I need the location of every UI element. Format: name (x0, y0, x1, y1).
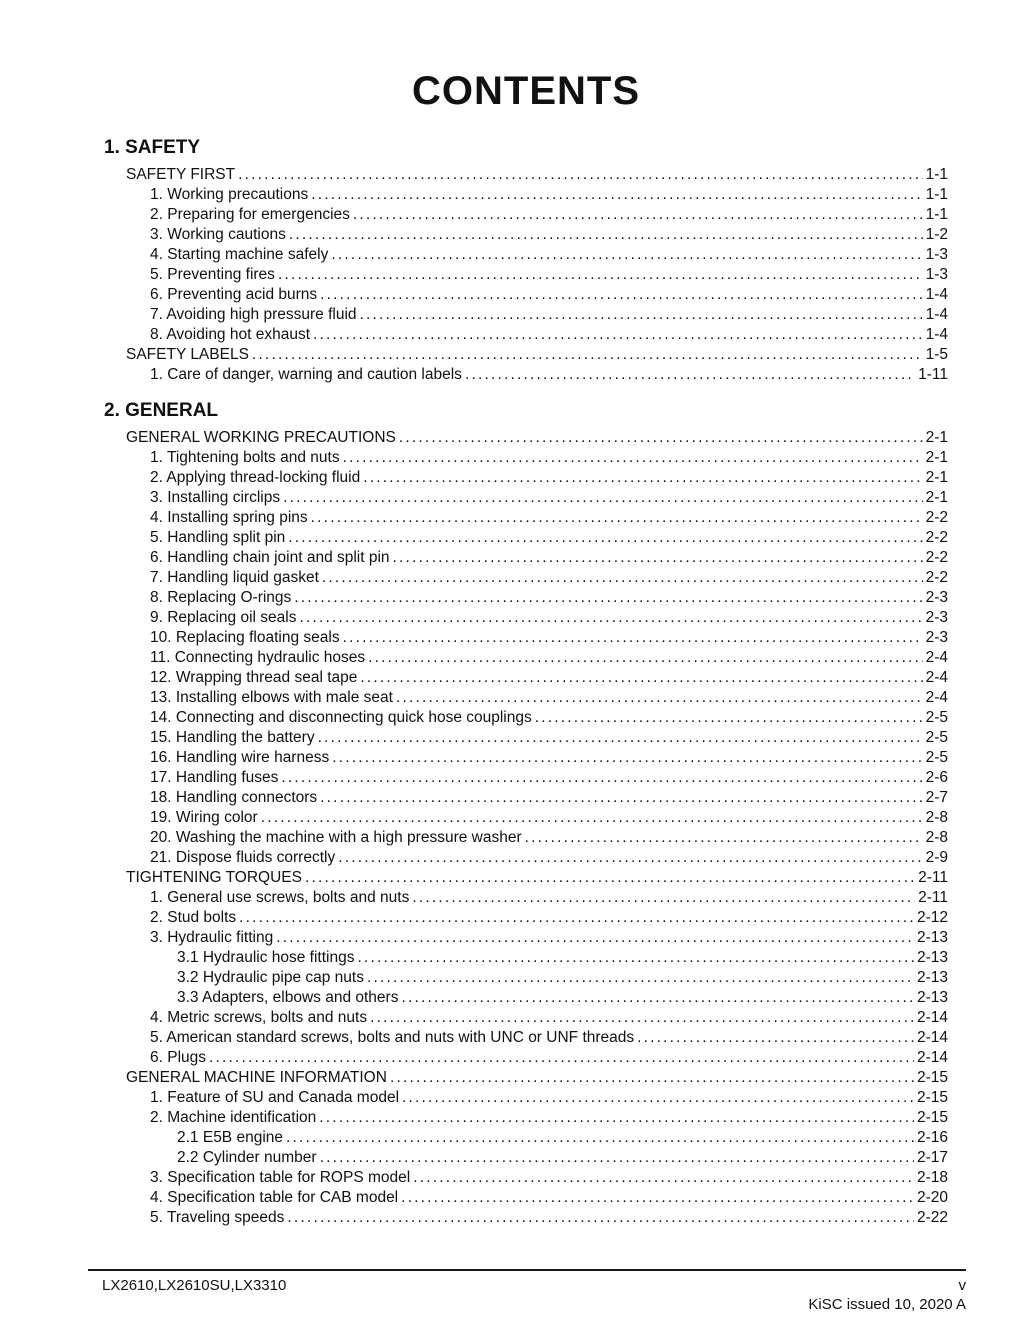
toc-entry-label: SAFETY FIRST (126, 166, 236, 183)
toc-entry-label: 14. Connecting and disconnecting quick hose couplings (150, 709, 532, 726)
toc-leader-dots (278, 265, 923, 285)
toc-entry-label: 21. Dispose fluids correctly (150, 849, 336, 866)
toc-entry (104, 285, 948, 305)
toc-leader-dots (318, 728, 923, 748)
toc-leader-dots (535, 708, 923, 728)
toc-entry-label: 5. Preventing fires (150, 266, 275, 283)
footer-model-codes: LX2610,LX2610SU,LX3310 (102, 1277, 287, 1294)
toc-entry (104, 1048, 948, 1068)
toc-leader-dots (281, 768, 922, 788)
toc-entry (104, 868, 948, 888)
toc-leader-dots (286, 1128, 914, 1148)
toc-entry-page: 2-22 (916, 1209, 948, 1226)
toc-entry-label: 8. Avoiding hot exhaust (150, 326, 311, 343)
toc-entry (104, 648, 948, 668)
toc-leader-dots (401, 1188, 914, 1208)
toc-leader-dots (276, 928, 914, 948)
toc-entry-page: 2-5 (925, 749, 948, 766)
toc-entry (104, 848, 948, 868)
toc-entry-page: 2-14 (916, 1009, 948, 1026)
toc-entry (104, 568, 948, 588)
toc-entry (104, 1128, 948, 1148)
toc-entry (104, 708, 948, 728)
toc-entry-page: 2-17 (916, 1149, 948, 1166)
toc-entry-page: 2-1 (925, 489, 948, 506)
toc-entry (104, 928, 948, 948)
toc-entry-label: 6. Preventing acid burns (150, 286, 318, 303)
toc-entry-page: 1-4 (925, 326, 948, 343)
toc-entry (104, 1088, 948, 1108)
toc-entry-page: 2-20 (916, 1189, 948, 1206)
toc-entry-page: 2-4 (925, 689, 948, 706)
toc-entry-label: 10. Replacing floating seals (150, 629, 340, 646)
toc-entry-label: 2. Preparing for emergencies (150, 206, 350, 223)
toc-entry-label: 2. Stud bolts (150, 909, 237, 926)
toc-entry-label: 4. Starting machine safely (150, 246, 329, 263)
toc-entry (104, 1028, 948, 1048)
toc-leader-dots (393, 548, 923, 568)
toc-entry (104, 548, 948, 568)
toc-leader-dots (299, 608, 922, 628)
toc-leader-dots (283, 488, 923, 508)
toc-entry-page: 2-5 (925, 709, 948, 726)
toc-entry (104, 788, 948, 808)
toc-entry-page: 2-7 (925, 789, 948, 806)
toc-entry (104, 888, 948, 908)
toc-entry (104, 768, 948, 788)
toc-leader-dots (288, 528, 922, 548)
toc-entry-page: 1-4 (925, 306, 948, 323)
toc-entry-page: 2-2 (925, 569, 948, 586)
toc-section-heading: 1. SAFETY (104, 137, 201, 158)
toc-section-entries (104, 165, 948, 385)
toc-entry-page: 1-3 (925, 266, 948, 283)
toc-entry (104, 488, 948, 508)
toc-entry-page: 2-12 (916, 909, 948, 926)
toc-entry-page: 2-16 (916, 1129, 948, 1146)
toc-entry (104, 1068, 948, 1088)
toc-entry-label: 13. Installing elbows with male seat (150, 689, 393, 706)
toc-entry-page: 2-14 (916, 1049, 948, 1066)
toc-entry-label: SAFETY LABELS (126, 346, 249, 363)
toc-entry (104, 1108, 948, 1128)
toc-leader-dots (637, 1028, 914, 1048)
toc-leader-dots (360, 668, 922, 688)
toc-entry-page: 2-15 (916, 1089, 948, 1106)
toc-entry-label: 4. Metric screws, bolts and nuts (150, 1009, 368, 1026)
toc-entry-page: 2-6 (925, 769, 948, 786)
toc-entry-page: 2-3 (925, 609, 948, 626)
toc-leader-dots (261, 808, 923, 828)
toc-entry-page: 2-11 (918, 889, 948, 906)
toc-leader-dots (399, 428, 923, 448)
toc-entry-label: 5. American standard screws, bolts and nuts with UNC or UNF threads (150, 1029, 635, 1046)
toc-leader-dots (331, 245, 922, 265)
toc-entry-label: 3.1 Hydraulic hose fittings (177, 949, 355, 966)
toc-entry-label: 7. Handling liquid gasket (150, 569, 319, 586)
toc-entry-label: GENERAL WORKING PRECAUTIONS (126, 429, 396, 446)
toc-entry-label: 1. General use screws, bolts and nuts (150, 889, 410, 906)
toc-entry (104, 1168, 948, 1188)
toc-entry (104, 988, 948, 1008)
toc-leader-dots (357, 948, 913, 968)
toc-entry (104, 325, 948, 345)
toc-entry (104, 668, 948, 688)
toc-leader-dots (313, 325, 923, 345)
page-title: CONTENTS (412, 69, 640, 113)
toc-entry-label: 17. Handling fuses (150, 769, 279, 786)
toc-leader-dots (320, 285, 922, 305)
footer-divider (88, 1269, 966, 1271)
toc-entry-label: 1. Feature of SU and Canada model (150, 1089, 400, 1106)
toc-leader-dots (390, 1068, 914, 1088)
toc-leader-dots (413, 1168, 914, 1188)
toc-entry-label: 9. Replacing oil seals (150, 609, 297, 626)
toc-section (104, 399, 948, 1228)
toc-leader-dots (360, 305, 923, 325)
toc-leader-dots (252, 345, 923, 365)
toc-entry (104, 608, 948, 628)
toc-entry (104, 165, 948, 185)
toc-entry (104, 748, 948, 768)
toc-entry-label: 7. Avoiding high pressure fluid (150, 306, 357, 323)
toc-leader-dots (239, 908, 914, 928)
toc-entry-page: 2-18 (916, 1169, 948, 1186)
toc-entry-label: TIGHTENING TORQUES (126, 869, 302, 886)
toc-entry-page: 1-1 (925, 166, 948, 183)
toc-section-entries (104, 428, 948, 1228)
toc-leader-dots (367, 968, 914, 988)
toc-leader-dots (311, 508, 923, 528)
toc-entry (104, 185, 948, 205)
toc-leader-dots (209, 1048, 914, 1068)
toc-entry-page: 2-4 (925, 649, 948, 666)
toc-entry (104, 305, 948, 325)
toc-entry (104, 808, 948, 828)
toc-entry-page: 2-13 (916, 969, 948, 986)
toc-entry-label: 15. Handling the battery (150, 729, 315, 746)
toc-entry-page: 2-2 (925, 549, 948, 566)
toc-leader-dots (320, 788, 922, 808)
toc-leader-dots (320, 1148, 914, 1168)
toc-entry (104, 1208, 948, 1228)
toc-entry-page: 1-11 (918, 366, 948, 383)
toc-entry-page: 1-1 (925, 206, 948, 223)
toc-entry (104, 205, 948, 225)
toc-entry-label: 1. Working precautions (150, 186, 309, 203)
toc-entry (104, 908, 948, 928)
toc-entry-page: 2-1 (925, 429, 948, 446)
toc-entry-page: 2-3 (925, 589, 948, 606)
toc-leader-dots (465, 365, 915, 385)
toc-entry-label: 3.2 Hydraulic pipe cap nuts (177, 969, 364, 986)
toc-leader-dots (311, 185, 922, 205)
toc-leader-dots (353, 205, 923, 225)
toc-section (104, 136, 948, 385)
toc-entry-label: 1. Tightening bolts and nuts (150, 449, 340, 466)
footer (88, 1269, 966, 1314)
toc-entry-label: 8. Replacing O-rings (150, 589, 292, 606)
toc-leader-dots (319, 1108, 914, 1128)
toc-entry-page: 2-11 (918, 869, 948, 886)
footer-issue-note: KiSC issued 10, 2020 A (808, 1296, 966, 1313)
toc-leader-dots (412, 888, 915, 908)
toc-leader-dots (401, 988, 914, 1008)
toc-entry-label: 3. Hydraulic fitting (150, 929, 274, 946)
toc-leader-dots (322, 568, 923, 588)
table-of-contents (104, 136, 948, 1228)
toc-entry-page: 2-8 (925, 809, 948, 826)
toc-entry-page: 2-13 (916, 989, 948, 1006)
toc-leader-dots (370, 1008, 914, 1028)
toc-entry-label: 3. Specification table for ROPS model (150, 1169, 411, 1186)
toc-entry-label: 3. Working cautions (150, 226, 286, 243)
toc-entry (104, 508, 948, 528)
toc-entry-page: 2-15 (916, 1069, 948, 1086)
toc-entry (104, 968, 948, 988)
toc-entry (104, 528, 948, 548)
toc-leader-dots (338, 848, 922, 868)
toc-entry (104, 1188, 948, 1208)
toc-leader-dots (238, 165, 923, 185)
toc-entry-page: 1-3 (925, 246, 948, 263)
toc-entry (104, 688, 948, 708)
toc-entry (104, 345, 948, 365)
toc-entry (104, 948, 948, 968)
toc-entry-page: 2-15 (916, 1109, 948, 1126)
toc-entry-label: 4. Installing spring pins (150, 509, 308, 526)
toc-entry (104, 448, 948, 468)
toc-leader-dots (343, 448, 923, 468)
toc-entry-page: 1-4 (925, 286, 948, 303)
toc-entry-page: 2-1 (925, 469, 948, 486)
toc-entry (104, 1008, 948, 1028)
toc-entry-label: 5. Traveling speeds (150, 1209, 285, 1226)
footer-page-number: v (958, 1277, 966, 1294)
toc-leader-dots (332, 748, 922, 768)
toc-entry-label: 5. Handling split pin (150, 529, 286, 546)
toc-leader-dots (343, 628, 923, 648)
toc-entry-label: 1. Care of danger, warning and caution labels (150, 366, 462, 383)
toc-entry (104, 728, 948, 748)
toc-entry-page: 2-5 (925, 729, 948, 746)
toc-entry-page: 1-1 (925, 186, 948, 203)
toc-entry-page: 1-2 (925, 226, 948, 243)
toc-leader-dots (525, 828, 923, 848)
toc-entry-page: 2-3 (925, 629, 948, 646)
toc-entry (104, 628, 948, 648)
toc-entry (104, 225, 948, 245)
toc-section-heading: 2. GENERAL (104, 400, 219, 421)
toc-entry (104, 1148, 948, 1168)
toc-entry-page: 2-14 (916, 1029, 948, 1046)
toc-entry-label: GENERAL MACHINE INFORMATION (126, 1069, 387, 1086)
toc-entry-label: 2.2 Cylinder number (177, 1149, 317, 1166)
toc-entry (104, 828, 948, 848)
toc-leader-dots (294, 588, 922, 608)
toc-leader-dots (363, 468, 922, 488)
toc-entry-label: 12. Wrapping thread seal tape (150, 669, 358, 686)
toc-entry-label: 2.1 E5B engine (177, 1129, 284, 1146)
toc-entry-label: 18. Handling connectors (150, 789, 318, 806)
toc-entry (104, 428, 948, 448)
toc-entry-page: 2-1 (925, 449, 948, 466)
toc-entry-page: 2-13 (916, 929, 948, 946)
toc-leader-dots (402, 1088, 914, 1108)
toc-entry-page: 2-4 (925, 669, 948, 686)
toc-entry (104, 365, 948, 385)
toc-entry-page: 2-9 (925, 849, 948, 866)
toc-entry-label: 6. Plugs (150, 1049, 207, 1066)
toc-entry-label: 2. Applying thread-locking fluid (150, 469, 361, 486)
toc-entry-label: 11. Connecting hydraulic hoses (150, 649, 366, 666)
toc-entry (104, 245, 948, 265)
toc-entry-label: 20. Washing the machine with a high pressure washer (150, 829, 522, 846)
toc-entry-page: 2-2 (925, 509, 948, 526)
toc-entry-page: 1-5 (925, 346, 948, 363)
toc-entry-page: 2-2 (925, 529, 948, 546)
toc-entry (104, 468, 948, 488)
toc-entry-label: 2. Machine identification (150, 1109, 317, 1126)
toc-entry-label: 4. Specification table for CAB model (150, 1189, 399, 1206)
toc-leader-dots (305, 868, 915, 888)
toc-entry-label: 6. Handling chain joint and split pin (150, 549, 390, 566)
toc-leader-dots (287, 1208, 914, 1228)
toc-entry-label: 19. Wiring color (150, 809, 258, 826)
toc-leader-dots (396, 688, 923, 708)
toc-entry-label: 3.3 Adapters, elbows and others (177, 989, 399, 1006)
toc-entry (104, 588, 948, 608)
toc-entry-page: 2-13 (916, 949, 948, 966)
toc-leader-dots (368, 648, 922, 668)
toc-entry-page: 2-8 (925, 829, 948, 846)
toc-entry-label: 3. Installing circlips (150, 489, 281, 506)
toc-leader-dots (289, 225, 923, 245)
toc-entry (104, 265, 948, 285)
toc-entry-label: 16. Handling wire harness (150, 749, 330, 766)
